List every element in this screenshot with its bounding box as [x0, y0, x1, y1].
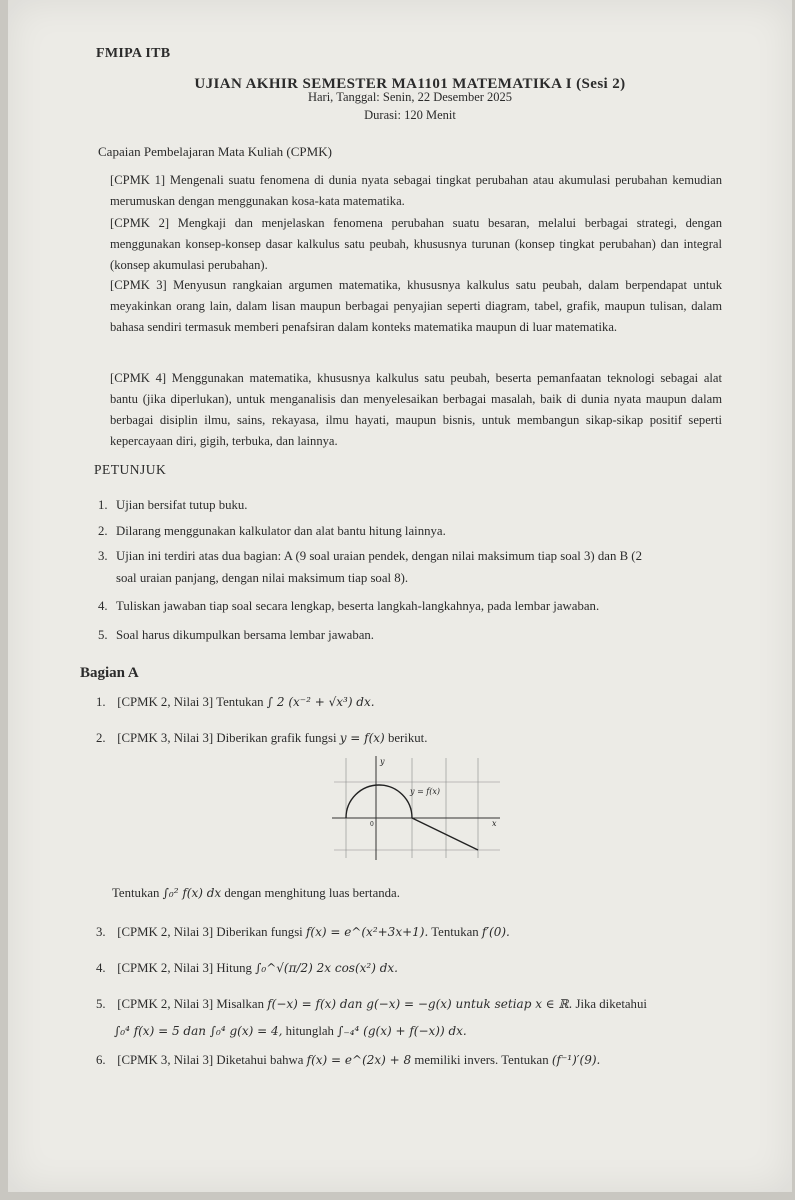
- question-number: 1.: [96, 695, 106, 709]
- question-math-2: f′(0).: [481, 925, 510, 939]
- rule-item: [98, 520, 728, 542]
- question-5: [96, 994, 736, 1042]
- question-math-line2: ∫₀⁴ f(x) = 5 dan ∫₀⁴ g(x) = 4,: [114, 1024, 283, 1038]
- question-number: 3.: [96, 925, 106, 939]
- rule-text: Tuliskan jawaban tiap soal secara lengkap, beserta langkah-langkahnya, pada lembar jawaban.: [116, 599, 600, 613]
- rule-text: Ujian ini terdiri atas dua bagian: A (9 soal uraian pendek, dengan nilai maksimum tiap soal 3) dan B (2: [116, 549, 642, 563]
- question-math: ∫ 2 (x⁻² + √x³) dx.: [266, 695, 375, 709]
- graph-y-label: y: [380, 757, 385, 766]
- question-3: [96, 922, 736, 943]
- cpmk-item: [CPMK 2] Mengkaji dan menjelaskan fenomena perubahan suatu besaran, melalui berbagai strategi, dengan menggunakan konsep-konsep dasar kalkulus satu peubah, khususnya turunan (konsep tingkat perubahan) dan integral (konsep akumulasi perubahan).: [110, 216, 722, 272]
- question-text-mid: memiliki invers. Tentukan: [414, 1053, 549, 1067]
- cpmk-item: [CPMK 4] Menggunakan matematika, khususnya kalkulus satu peubah, beserta pemanfaatan teknologi sebagai alat bantu (jika diperlukan), untuk menganalisis dan menyelesaikan berbagai masalah, baik di dunia nyata maupun dalam berbagai disiplin ilmu, sains, rekayasa, ilmu hayati, maupun bisnis, untuk membangun sikap-sikap positif seperti kepercayaan diri, gigih, terbuka, dan lainnya.: [110, 371, 722, 448]
- question-math-2: (f⁻¹)′(9).: [551, 1053, 601, 1067]
- function-graph: [330, 756, 502, 860]
- exam-date: Hari, Tanggal: Senin, 22 Desember 2025: [307, 90, 513, 104]
- question-text: [CPMK 3, Nilai 3] Diketahui bahwa: [117, 1053, 304, 1067]
- question-2-task: [112, 886, 400, 901]
- semicircle-curve: [346, 785, 412, 818]
- question-text: [CPMK 3, Nilai 3] Diberikan grafik fungsi: [117, 731, 337, 745]
- question-text: [CPMK 2, Nilai 3] Hitung: [117, 961, 252, 975]
- cpmk-item: [CPMK 1] Mengenali suatu fenomena di dunia nyata sebagai tingkat perubahan atau akumulasi perubahan kemudian merumuskan dengan menggunakan kosa-kata matematika.: [110, 173, 722, 208]
- graph-x-label: x: [492, 819, 497, 828]
- question-text-line2: hitunglah: [285, 1024, 334, 1038]
- question-text-suffix: berikut.: [387, 731, 428, 745]
- exam-title: UJIAN AKHIR SEMESTER MA1101 MATEMATIKA I (Sesi 2): [194, 76, 626, 92]
- exam-paper: [8, 0, 792, 1192]
- institution-name: FMIPA ITB: [96, 46, 171, 61]
- rule-number: 4.: [98, 599, 108, 613]
- rule-number: 1.: [98, 498, 108, 512]
- question-text-suffix: Jika diketahui: [575, 997, 647, 1011]
- question-math: y = f(x): [339, 731, 385, 745]
- question-5-line-2: [96, 1021, 736, 1042]
- question-math: f(x) = e^(2x) + 8: [306, 1053, 412, 1067]
- graph-grid: [334, 758, 500, 858]
- rule-number: 3.: [98, 549, 108, 563]
- rule-item: [98, 545, 728, 589]
- question-math: ∫₀^√(π/2) 2x cos(x²) dx.: [255, 961, 398, 975]
- rule-text-continued: soal uraian panjang, dengan nilai maksimum tiap soal 8).: [116, 571, 409, 585]
- task-text-suffix: dengan menghitung luas bertanda.: [224, 886, 400, 900]
- task-math: ∫₀² f(x) dx: [162, 886, 222, 900]
- question-text: [CPMK 2, Nilai 3] Misalkan: [117, 997, 265, 1011]
- question-number: 4.: [96, 961, 106, 975]
- rule-number: 5.: [98, 628, 108, 642]
- task-text: Tentukan: [112, 886, 160, 900]
- question-text: [CPMK 2, Nilai 3] Diberikan fungsi: [117, 925, 303, 939]
- graph-curve-label: y = f(x): [410, 787, 441, 796]
- question-number: 2.: [96, 731, 106, 745]
- rule-text: Ujian bersifat tutup buku.: [116, 498, 248, 512]
- question-4: [96, 958, 736, 979]
- cpmk-heading: Capaian Pembelajaran Mata Kuliah (CPMK): [98, 144, 332, 159]
- question-text: [CPMK 2, Nilai 3] Tentukan: [117, 695, 264, 709]
- question-math-line2-b: ∫₋₄⁴ (g(x) + f(−x)) dx.: [337, 1024, 467, 1038]
- rule-text: Dilarang menggunakan kalkulator dan alat bantu hitung lainnya.: [116, 524, 446, 538]
- rule-item: [98, 624, 728, 646]
- question-number: 5.: [96, 997, 106, 1011]
- rule-item: [98, 595, 728, 617]
- rule-number: 2.: [98, 524, 108, 538]
- question-1: [96, 692, 736, 713]
- question-math: f(−x) = f(x) dan g(−x) = −g(x) untuk setiap x ∈ ℝ.: [267, 997, 573, 1011]
- question-text-mid: Tentukan: [431, 925, 479, 939]
- rule-item: [98, 494, 728, 516]
- exam-duration: Durasi: 120 Menit: [364, 108, 456, 122]
- question-2: [96, 728, 736, 749]
- rule-text: Soal harus dikumpulkan bersama lembar jawaban.: [116, 628, 374, 642]
- line-segment-curve: [412, 818, 478, 850]
- cpmk-item: [CPMK 3] Menyusun rangkaian argumen matematika, khususnya kalkulus satu peubah, dalam berpendapat untuk meyakinkan orang lain, dalam lisan maupun berbagai penyajian seperti diagram, tabel, grafik, maupun tulisan, dalam bahasa sendiri termasuk memberi penafsiran dalam konteks matematika maupun di luar matematika.: [110, 278, 722, 334]
- graph-origin-label: 0: [370, 821, 374, 828]
- petunjuk-heading: PETUNJUK: [94, 462, 167, 477]
- question-number: 6.: [96, 1053, 106, 1067]
- question-math: f(x) = e^(x²+3x+1).: [305, 925, 429, 939]
- question-6: [96, 1050, 736, 1071]
- section-heading: Bagian A: [80, 665, 139, 681]
